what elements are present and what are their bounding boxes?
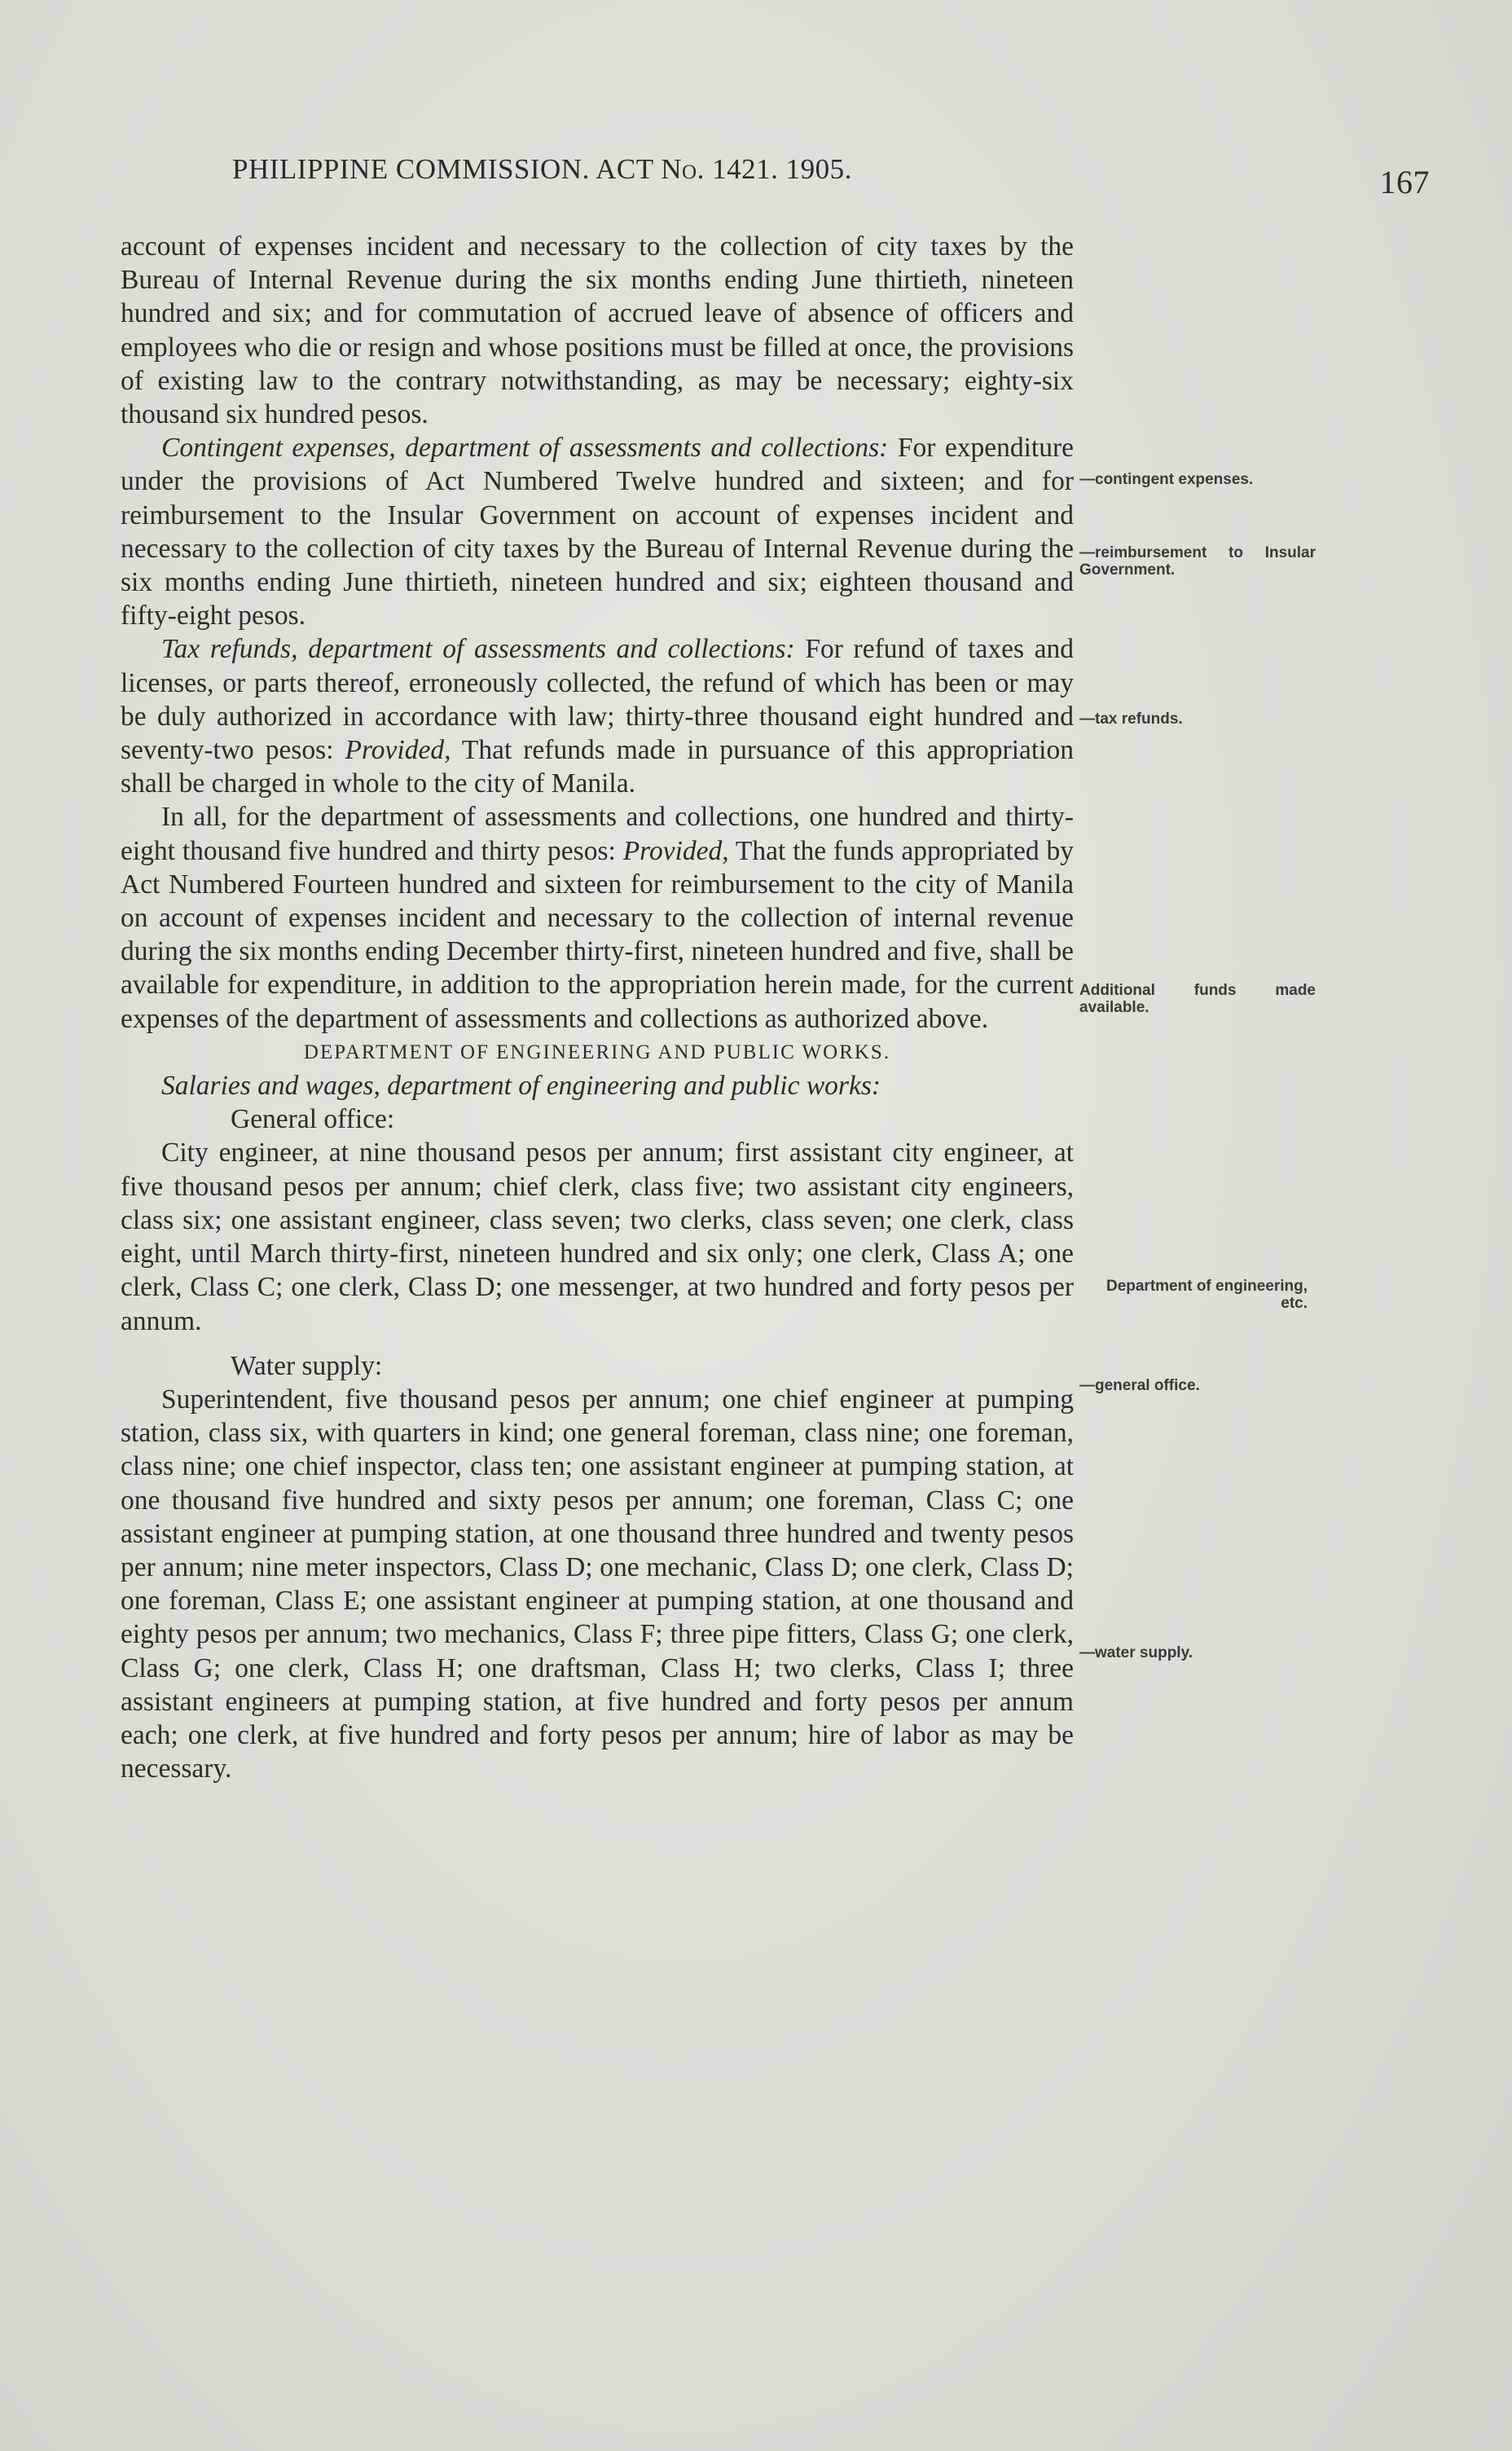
margin-note-additional-funds: Additional funds made available. [1079,982,1316,1016]
paragraph-text: For refund of taxes and licenses, or parts thereof, erroneously collected, the refund of which has been or may be duly authorized in accordance with law; thirty-three thousand eight hundred and seventy-two pesos: [121,634,1074,766]
margin-note-general-office: —general office. [1079,1377,1200,1394]
water-supply-text: Superintendent, five thousand pesos per annum; one chief engineer at pumping station, class six, with quarters in kind; one general foreman, class nine; one foreman, class nine; one chief inspector, class ten; one assistant engineer at pumping station, at one thousand five hundred and sixty pesos per annum; one foreman, Class C; one assistant engineer at pumping station, at one thousand three hundred and twenty pesos per annum; nine meter inspectors, Class D; one mechanic, Class D; one clerk, Class D; one foreman, Class E; one assistant engineer at pumping station, at one thousand and eighty pesos per annum; two mechanics, Class F; three pipe fitters, Class G; one clerk, Class G; one clerk, Class H; one draftsman, Class H; two clerks, Class I; three assistant engineers at pumping station, at five hundred and forty pesos per annum each; one clerk, at five hundred and forty pesos per annum; hire of labor as may be necessary. [121,1384,1074,1784]
margin-note-reimbursement: —reimbursement to Insular Government. [1079,544,1316,579]
salaries-heading [121,1069,1074,1102]
paragraph-tax-refunds [121,632,1074,800]
water-supply-label: Water supply: [231,1350,383,1381]
paragraph-text: That the funds appropriated by Act Numbered Fourteen hundred and sixteen for reimbursement to the city of Manila on account of expenses incident and necessary to the collection of internal revenue during the six months ending December thirty-first, nineteen hundred and five, shall be available for expenditure, in addition to the appropriation herein made, for the current expenses of the department of assessments and collections as authorized above. [121,835,1074,1034]
running-head: PHILIPPINE COMMISSION. ACT No. 1421. 1905. [232,153,852,185]
page-body [121,230,1074,1785]
salaries-heading-text: Salaries and wages, department of engineering and public works: [161,1071,881,1102]
paragraph-continuation [121,230,1074,431]
paragraph-heading: Tax refunds, department of assessments and collections: [161,634,795,665]
margin-note-dept-engineering: Department of engineering, etc. [1105,1278,1308,1312]
paragraph-in-all [121,800,1074,1035]
margin-note-tax-refunds: —tax refunds. [1079,711,1183,728]
margin-note-contingent: —contingent expenses. [1079,471,1254,488]
paragraph-text: That refunds made in pursuance of this appropriation shall be charged in whole to the city of Manila. [121,735,1074,799]
paragraph-text: In all, for the department of assessments and collections, one hundred and thirty-eight thousand five hundred and thirty pesos: [121,802,1074,866]
paragraph-heading: Contingent expenses, department of assessments and collections: [161,433,889,464]
paragraph-text: For expenditure under the provisions of Act Numbered Twelve hundred and sixteen; and for reimbursement to the Insular Government on account of expenses incident and necessary to the collection of city taxes by the Bureau of Internal Revenue during the six months ending June thirtieth, nineteen hundred and six; eighteen thousand and fifty-eight pesos. [121,433,1074,631]
general-office-text: City engineer, at nine thousand pesos per annum; first assistant city engineer, at five thousand pesos per annum; chief clerk, class five; two assistant city engineers, class six; one assistant engineer, class seven; two clerks, class seven; one clerk, class eight, until March thirty-first, nineteen hundred and six only; one clerk, Class A; one clerk, Class C; one clerk, Class D; one messenger, at two hundred and forty pesos per annum. [121,1137,1074,1336]
spacer [121,1338,1074,1349]
provided-keyword: Provided, [622,835,729,866]
general-office-label: General office: [231,1104,395,1135]
section-heading: DEPARTMENT OF ENGINEERING AND PUBLIC WORKS. [303,1041,891,1063]
margin-note-water-supply: —water supply. [1079,1644,1193,1661]
paragraph-text: account of expenses incident and necessary to the collection of city taxes by the Bureau of Internal Revenue during the six months ending June thirtieth, nineteen hundred and six; and for commutation of accrued leave of absence of officers and employees who die or resign and whose positions must be filled at once, the provisions of existing law to the contrary notwithstanding, as may be necessary; eighty-six thousand six hundred pesos. [121,231,1074,430]
page-number: 167 [1379,164,1430,200]
provided-keyword: Provided, [345,735,451,766]
paragraph-contingent-expenses [121,431,1074,632]
